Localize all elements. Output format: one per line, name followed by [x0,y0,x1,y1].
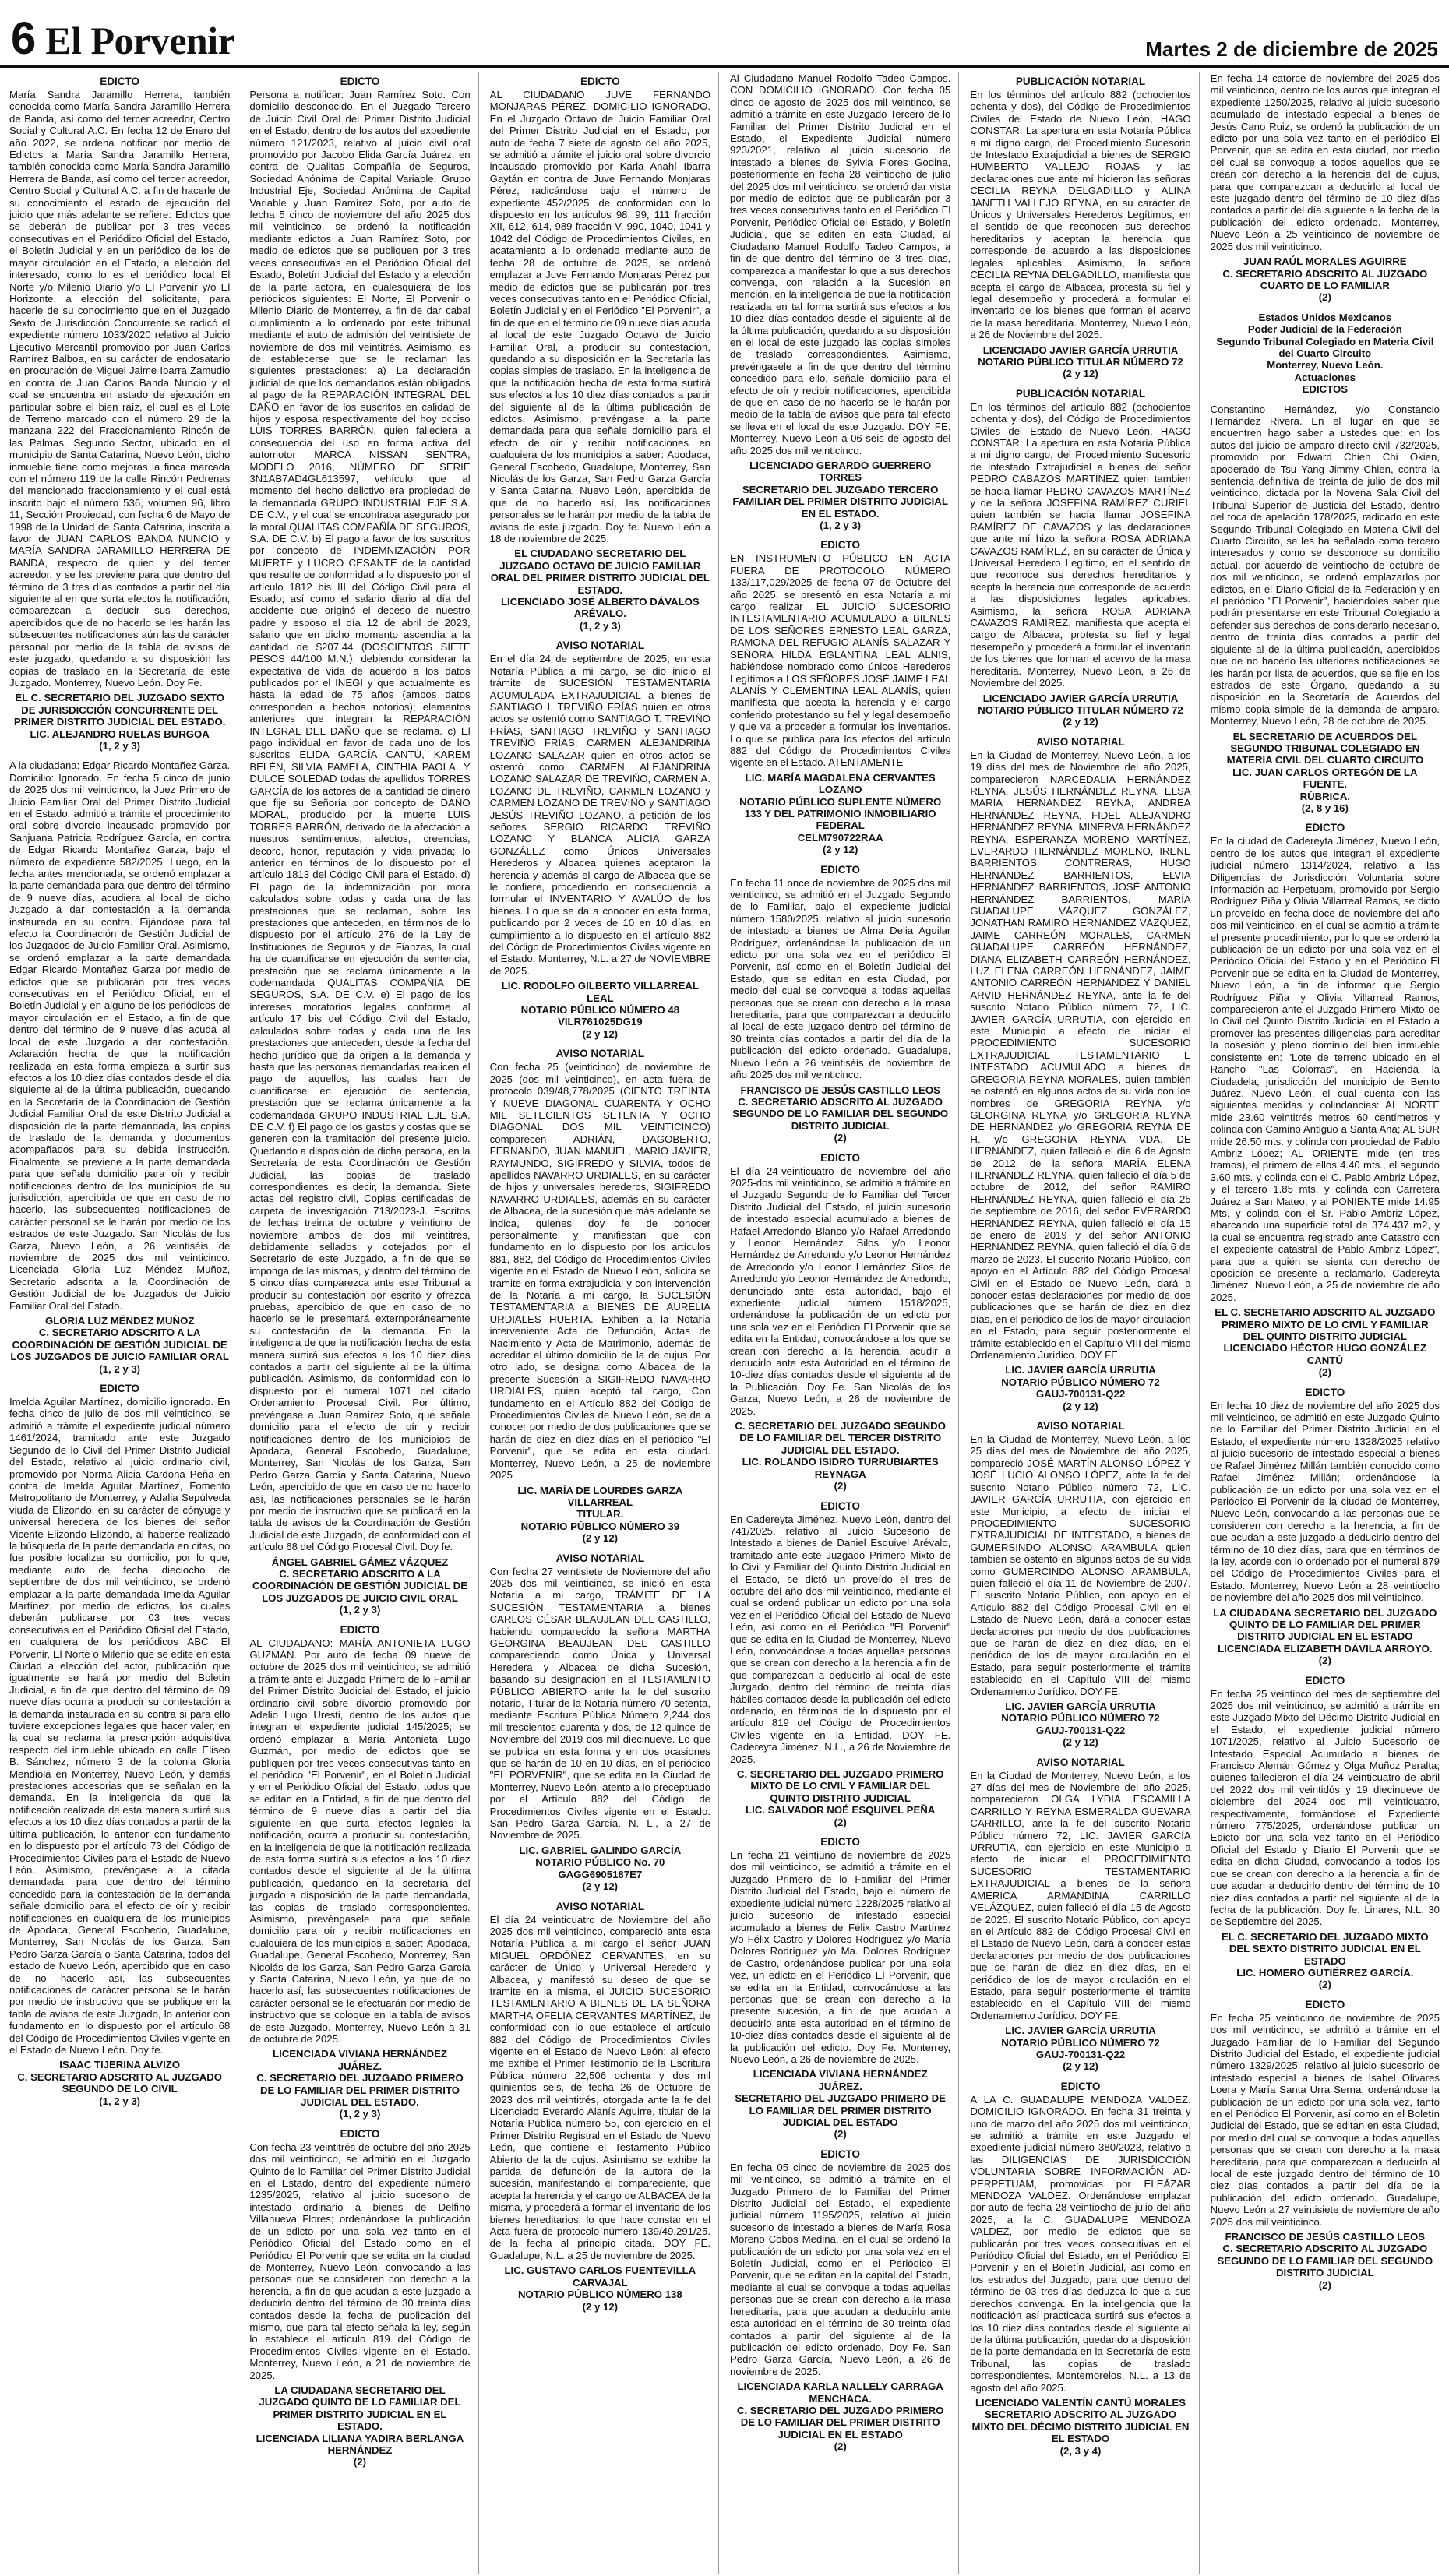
notice-title: EDICTO [820,1151,861,1164]
legal-notice [249,1624,470,2120]
notice-signature: EL SECRETARIO DE ACUERDOS DEL SEGUNDO TRIBUNAL COLEGIADO EN MATERIA CIVIL DEL CUARTO CIRCUITO LIC. JUAN CARLOS ORTEGÓN DE LA FUENTE. RÚBRICA. (2, 8 y 16) [1226,730,1424,814]
column-6 [1211,72,1440,2574]
notice-signature: EL C. SECRETARIO DEL JUZGADO MIXTO DEL SEXTO DISTRITO JUDICIAL EN EL ESTADO LIC. HOMERO GUTIÉRREZ GARCÍA. (2) [1221,1930,1429,1991]
legal-notice [490,76,710,632]
notice-title: PUBLICACIÓN NOTARIAL [1015,387,1146,400]
notice-title: AVISO NOTARIAL [555,1552,645,1564]
notice-title: EDICTO [820,539,861,551]
notice-body: En fecha 11 once de noviembre de 2025 dos mil veinticinco, se admitió en el Juzgado Segundo de lo Familiar, bajo el expediente judicial número 1580/2025, relativo al juicio sucesorio de intestado a bienes de Alma Delia Aguilar Rodríguez, ordenándose la publicación de un edicto por una sola vez en el periódico El Porvenir, así como en el Boletín Judicial del Estado, que se editan en esta Ciudad, por medio del cual se convoque a todas aquellas personas que se crean con derecho a la masa hereditaria, para que comparezcan a deducirlo al local de este juzgado dentro del término de 30 treinta días contados a partir del día de la publicación del edicto ordenado. Guadalupe, Nuevo León a 26 veintiséis de noviembre de año 2025 dos mil veinticinco. [730,876,951,1081]
notice-title: AVISO NOTARIAL [555,640,645,652]
legal-notice [730,539,950,855]
notice-body: El día 24-veinticuatro de noviembre del año 2025-dos mil veinticinco, se admitió a trámite en el Juzgado Segundo de lo Familiar del Tercer Distrito Judicial del Estado, el juicio sucesorio de intestado especial acumulado a bienes de Rafael Arredondo Blanco y/o Rafael Arredondo y Leonor Hernández Silos y/o Leonor Hernández de Arredondo y/o Leonor Hernández de Arredondo y/o Leonor Hernández Silos de Arredondo y/o Leonor Hernández de Arredondo, denunciado ante esta autoridad, bajo el expediente judicial número 1518/2025, ordenándose la publicación de un edicto por una sola vez en el Periódico El Porvenir, que se edita en la Entidad, convocándose a los que se crean con derecho a la herencia, acudir a deducirlo ante esta Autoridad en el término de 10-diez días contados desde el siguiente al de la Publicación. Doy Fe. San Nicolás de los Garza, Nuevo León, a 26 de noviembre de 2025. [730,1165,951,1417]
notice-body: En fecha 05 cinco de noviembre de 2025 dos mil veinticinco, se admitió a trámite en el Juzgado Primero de lo Familiar del Primer Distrito Judicial del Estado, el expediente judicial número 1195/2025, relativo al juicio sucesorio de intestado a bienes de María Rosa Moreno Cobos Medina, en el cual se ordenó la publicación de un edicto por una sola vez en el Boletín Judicial, como en el Periódico El Porvenir, que se editan en la capital del Estado, mediante el cual se convoque a todas aquellas personas que se crean con derecho a la masa hereditaria, para que acudan a deducirlo ante esta autoridad en el término de 30 treinta días contados a partir del siguiente al de la publicación del edicto ordenado. Doy Fe. San Pedro Garza García, Nuevo León, a 26 de noviembre de 2025. [730,2161,951,2377]
notice-body: Imelda Aguilar Martínez, domicilio ignorado. En fecha cinco de julio de dos mil veinticinco, se admitió a trámite el expediente judicial número 1461/2024, tramitado ante este Juzgado Segundo de lo Civil del Primer Distrito Judicial del Estado, relativo al juicio ordinario civil, promovido por Norma Alicia Cardona Peña en contra de Imelda Aguilar Martínez, Fomento Metropolitano de Monterrey, y Adalia Sepúlveda viuda de Elizondo, en su carácter de cónyuge y universal heredera de los bienes del señor Vicente Elizondo Elizondo, al haberse realizado la búsqueda de la parte demandada en citas, no fue posible localizar su domicilio, por lo que, mediante auto de fecha dieciocho de septiembre de dos mil veinticinco, se ordenó emplazar a la parte demandada Imelda Aguilar Martínez, por medio de edictos, los cuales deberán publicarse por 03 tres veces consecutivas en el Periódico Oficial del Estado, en cualquiera de los periódicos ABC, El Porvenir, El Norte o Milenio que se edite en esta Ciudad a elección del actor, publicación que igualmente se hará por medio del Boletín Judicial, a fin de que dentro del término de 09 nueve días ocurra a producir su contestación a la demanda instaurada en su contra si para ello tuviere excepciones legales que hacer valer, en la cual se reclama la prescripción adquisitiva respecto del inmueble ubicado en calle Eliseo B. Sánchez, número 3 de la colonia Gloria Mendiola en Monterrey, Nuevo León, y demás prestaciones accesorias que se señalan en la demanda. En la inteligencia de que la notificación realizada de esta manera surtirá sus efectos a los 10 diez días contados a partir de la última publicación, lo anterior con fundamento en lo dispuesto por el artículo 73 del Código de Procedimientos Civiles para el Estado de Nuevo León. Asimismo, prevéngase a la citada demandada, para que dentro del término concedido para la contestación de la demanda señale domicilio para el efecto de oír y recibir notificaciones en cualquiera de los municipios de Apodaca, General Escobedo, Guadalupe, Monterrey, San Nicolás de los Garza, San Pedro Garza García o Santa Catarina, todos del estado de Nuevo León, apercibido que en caso de no hacerlo así, las subsecuentes notificaciones de carácter personal se le harán por medio de instructivo que se publique en la tabla de avisos de este Juzgado, lo anterior con fundamento en lo dispuesto por el artículo 68 del Código de Procedimientos Civiles vigente en el Estado de Nuevo León. Doy fe. [9,1396,231,2056]
legal-notice [730,1500,950,1829]
legal-notice [730,2148,950,2453]
notice-signature: ISAAC TIJERINA ALVIZO C. SECRETARIO ADSCRITO AL JUZGADO SEGUNDO DE LO CIVIL (1, 2 y 3) [17,2059,223,2107]
notice-signature: LICENCIADO VALENTÍN CANTÚ MORALES SECRETARIO ADSCRITO AL JUZGADO MIXTO DEL DÉCIMO DISTRITO JUDICIAL EN EL ESTADO (2, 3 y 4) [971,2396,1190,2457]
legal-notice [970,2081,1190,2457]
column-1 [9,72,238,2574]
legal-notice [1211,1675,1440,1991]
notice-signature: LIC. JAVIER GARCÍA URRUTIA NOTARIO PÚBLICO NÚMERO 72 GAUJ-700131-Q22 (2 y 12) [1001,2025,1160,2073]
newspaper-name: El Porvenir [45,19,235,62]
legal-notice [970,388,1190,728]
notice-signature: C. SECRETARIO DEL JUZGADO PRIMERO MIXTO DE LO CIVIL Y FAMILIAR DEL QUINTO DISTRITO JUDICIAL LIC. SALVADOR NOÉ ESQUIVEL PEÑA (2) [736,1768,944,1828]
notice-title: EDICTO [100,76,140,87]
notice-body: A LA C. GUADALUPE MENDOZA VALDEZ. DOMICILIO IGNORADO. En fecha 31 treinta y uno de marzo del año 2025 dos mil veinticinco, se admitió a trámite en este Juzgado el expediente judicial número 380/2023, relativo a las DILIGENCIAS DE JURISDICCIÓN VOLUNTARIA SOBRE INFORMACIÓN AD-PERPETUAM, promovidas por ELEÁZAR MENDOZA VALDEZ. Ordenándose emplazar por auto de fecha 28 veintiocho de julio del año 2025, a la C. GUADALUPE MENDOZA VALDEZ, por medio de edictos que se publicarán por tres veces consecutivas en el Periódico Oficial del Estado, en el Periódico El Porvenir y en el Boletín Judicial, así como en los estrados del Juzgado, para que dentro del término de 03 tres días deduzca lo que a sus derechos convenga. En la inteligencia que la notificación así practicada surtirá sus efectos a los 10 diez días contados desde el siguiente al de la última publicación, quedando a disposición de la parte demandada en la Secretaría de este Tribunal, las copias de traslado correspondientes. Montemorelos, N.L. a 13 de agosto del año 2025. [970,2093,1191,2394]
brand [11,13,235,64]
notice-signature: LIC. JAVIER GARCÍA URRUTIA NOTARIO PÚBLICO NÚMERO 72 GAUJ-700131-Q22 (2 y 12) [1001,1364,1160,1412]
legal-notice [1211,312,1440,396]
notice-title: PUBLICACIÓN NOTARIAL [1015,76,1146,87]
notice-body: Con fecha 27 veintisiete de Noviembre del año 2025 dos mil veinticinco, se inició en esta Notaría a mi cargo, TRÁMITE DE LA SUCESIÓN TESTAMENTARIA a bienes CARLOS CÉSAR BEAUJEAN DEL CASTILLO, habiendo comparecido la señora MARTHA GEORGINA BEAUJEAN DEL CASTILLO compareciendo como Única y Universal Heredera y Albacea de dicha Sucesión, basando su designación en el TESTAMENTO PÚBLICO ABIERTO ante la fe del suscrito notario, Titular de la Notaría número 70 setenta, mediante Escritura Pública Número 2,244 dos mil trescientos cuarenta y dos, de 12 quince de Noviembre del 2019 dos mil diecinueve. Lo que se publica en esta forma y en dos ocasiones que se harán de 10 en 10 días, en el periódico "EL PORVENIR", que se edita en la Ciudad de Monterrey, Nuevo León, atento a lo preceptuado por el Artículo 882 del Código de Procedimientos Civiles vigente en el Estado. San Pedro Garza García, N. L., a 27 de Noviembre de 2025. [489,1565,710,1841]
notice-title: EDICTO [100,1383,140,1395]
notice-title: EDICTO [340,1623,380,1636]
notice-signature: LICENCIADA VIVIANA HERNÁNDEZ JUÁREZ. SECRETARIO DEL JUZGADO PRIMERO DE LO FAMILIAR DEL PRIMER DISTRITO JUDICIAL DEL ESTADO (2) [735,2068,946,2141]
notice-title: EDICTO [1060,2080,1101,2092]
legal-notice [1211,72,1440,304]
notice-body: Con fecha 25 (veinticinco) de noviembre de 2025 (dos mil veinticinco), en acta fuera de protocolo 039/48,778/2025 (CIENTO TREINTA Y NUEVE DIAGONAL CUARENTA Y OCHO MIL SETECIENTOS SETENTA Y OCHO DIAGONAL DOS MIL VEINTICINCO) comparecen ADRIÁN, DAGOBERTO, FERNANDO, JUAN MANUEL, MARIO JAVIER, RAYMUNDO, SIGIFREDO y SILVIA, todos de apellidos NAVARRO URDIALES, en su carácter de hijos y universales herederos, SIGIFREDO NAVARRO URDIALES, además en su carácter de Albacea, de la sucesión que más adelante se indica, quienes doy fe de conocer personalmente y manifiestan que con fundamento en lo dispuesto por los artículos 881, 882, del Código de Procedimientos Civiles vigente en el Estado de Nuevo León, solicita se tramite en forma extrajudicial y con intervención de la Notaría a mi cargo, la SUCESIÓN TESTAMENTARIA a BIENES DE AURELIA URDIALES HUERTA. Exhiben a la Notaría interveniente Acta de Defunción, Actas de Nacimiento y Acta de Matrimonio, además de acreditar el último domicilio de la de cujus. Por otro lado, se designa como Albacea de la presente Sucesión a SIGIFREDO NAVARRO URDIALES, quien aceptó tal cargo, Con fundamento en el Artículo 882 del Código de Procedimientos Civiles de Nuevo León, se da a conocer por medio de dos publicaciones que se harán de diez en diez días en el periódico "El Porvenir", que se edita en esta ciudad. Monterrey, Nuevo León, a 25 de noviembre 2025 [489,1061,710,1482]
notice-title: EDICTO [820,863,861,876]
notice-signature: Estados Unidos Mexicanos Poder Judicial de la Federación Segundo Tribunal Colegiado en Materia Civil del Cuarto Circuito Monterrey, Nuevo León. Actuaciones EDICTOS [1216,311,1434,396]
notice-title: EDICTO [820,1836,861,1848]
legal-notice [730,72,950,531]
notice-signature: LA CIUDADANA SECRETARIO DEL JUZGADO QUINTO DE LO FAMILIAR DEL PRIMER DISTRITO JUDICIAL EN EL ESTADO LICENCIADA ELIZABETH DÁVILA ARROYO. (2) [1213,1606,1437,1667]
legal-notice [9,76,230,752]
issue-date: Martes 2 de diciembre de 2025 [1145,37,1438,61]
notice-title: EDICTO [1305,1386,1345,1398]
notice-signature: C. SECRETARIO DEL JUZGADO SEGUNDO DE LO FAMILIAR DEL TERCER DISTRITO JUDICIAL DEL ESTADO. LIC. ROLANDO ISIDRO TURRUBIARTES REYNAGA (2) [735,1420,946,1492]
legal-notice [249,2128,470,2469]
notice-body: En la Ciudad de Monterrey, Nuevo León, a los 27 días del mes de Noviembre del año 2025, comparecieron OLGA LYDIA ESCAMILLA CARRILLO Y REYNA ESMERALDA GUEVARA CARRILLO, ante la fe del suscrito Notario Público número 72, LIC. JAVIER GARCÍA URRUTIA, con ejercicio en este Municipio a efecto de iniciar el PROCEDIMIENTO SUCESORIO TESTAMENTARIO EXTRAJUDICIAL a bienes de la señora AMÉRICA ARMANDINA CARRILLO VELÁZQUEZ, quien falleció el día 15 de Agosto de 2025. El suscrito Notario Público, con apoyo en el Artículo 882 del Código Procesal Civil en el Estado de Nuevo León, dará a conocer estas declaraciones por medio de dos publicaciones que se harán de diez en diez días, en el periódico de los de mayor circulación en el Estado, para seguir posteriormente el trámite establecido en el Capítulo VIII del mismo Ordenamiento Jurídico. DOY FE. [970,1769,1191,2021]
legal-notice [970,76,1190,380]
notice-body: En fecha 14 catorce de noviembre del 2025 dos mil veinticinco, dentro de los autos que integran el expediente 1250/2025, relativo al juicio sucesorio acumulado de intestado especial a bienes de Jesús Cano Ruiz, se ordenó la publicación de un edicto por una sola vez tanto en el periódico El Porvenir, que se edita en esta ciudad, por medio del cual se convoque a todos aquellos que se crean con derecho a la herencia del de cujus, para que comparezcan a deducirlo al local de este juzgado dentro del término de 10 diez días contados a partir del día siguiente a la fecha de la publicación del edicto ordenado. Monterrey, Nuevo León a 25 veinticinco de noviembre de 2025 dos mil veinticinco. [1210,72,1440,252]
notice-body: En Cadereyta Jiménez, Nuevo León, dentro del 741/2025, relativo al Juicio Sucesorio de Intestado a bienes de Daniel Esquivel Arévalo, tramitado ante este Juzgado Primero Mixto de lo Civil y Familiar del Quinto Distrito Judicial en el Estado, se dictó un proveído el tres de octubre del año dos mil veinticinco, mediante el cual se ordenó publicar un edicto por una sola vez en el Periódico Oficial del Estado de Nuevo León, así como en el Periódico "El Porvenir" que se edita en la Ciudad de Monterrey, Nuevo León, convocándose a todas aquellas personas que se crean con derecho a la herencia a fin de que comparezcan a deducirlo al local de este Juzgado, dentro del término de treinta días hábiles contados desde la publicación del edicto ordenado, en términos de lo dispuesto por el artículo 819 del Código de Procedimientos Civiles vigente en la Entidad. DOY FE. Cadereyta Jiménez, N.L., a 26 de Noviembre de 2025. [730,1513,951,1765]
notice-body: En los términos del artículo 882 (ochocientos ochenta y dos), del Código de Procedimientos Civiles del Estado de Nuevo León, HAGO CONSTAR: La apertura en esta Notaría Pública a mi digno cargo, del Procedimiento Sucesorio de Intestado Extrajudicial a bienes de SERGIO HUMBERTO VALLEJO ROJAS y las declaraciones que ante mí hicieron las señoras CECILIA REYNA DELGADILLO y ALINA JANETH VALLEJO REYNA, en su carácter de Únicos y Universales Herederos Legítimos, en el sentido de que reconocen sus derechos hereditarios y aceptan la herencia que corresponde de acuerdo a las disposiciones legales aplicables. Asimismo, la señora CECILIA REYNA DELGADILLO, manifiesta que acepta el cargo de Albacea, protesta su fiel y legal desempeño y procederá a formular el inventario de los bienes que forman el acervo de la masa hereditaria. Monterrey, Nuevo León, a 26 de Noviembre del 2025. [970,89,1191,341]
notice-title: EDICTO [340,2127,380,2140]
legal-notice [970,1420,1190,1749]
notice-body: A la ciudadana: Edgar Ricardo Montañez Garza. Domicilio: Ignorado. En fecha 5 cinco de junio de 2025 dos mil veinticinco, la Juez Primero de Juicio Familiar Oral del Primer Distrito Judicial en el Estado, admitió a trámite el procedimiento oral sobre divorcio incausado promovido por Sanjuana Patricia Rodríguez García, en contra de Edgar Ricardo Montañez Garza, bajo el número de expediente 582/2025. Luego, en la fecha antes mencionada, se ordenó emplazar a la parte demandada para que dentro del término de 9 nueve días, acudiera al local de dicho Juzgado a dar contestación a la demanda instaurada en su contra. Fijándose para tal efecto la Coordinación de Gestión Judicial de los Juzgados de Juicio Familiar Oral. Asimismo, se ordenó emplazar a la parte demandada Edgar Ricardo Montañez Garza por medio de edictos que se publicarán por tres veces consecutivas en el Periódico Oficial, en el Boletín Judicial y en alguno de los periódicos de mayor circulación en el Estado, a fin de que dentro del término de 9 nueve días acuda al local de este Juzgado a dar contestación. Aclaración hecha de que la notificación realizada en esta forma empieza a surtir sus efectos a los 10 diez días contados desde el día siguiente al de la última publicación, quedando en la Secretaría de la Coordinación de Gestión Judicial Familiar Oral de este Distrito Judicial a disposición de la parte demandada, las copias de traslado de la demanda y documentos acompañados para su debida instrucción. Finalmente, se previene a la parte demandada para que señale domicilio para oír y recibir notificaciones dentro de los municipios de su jurisdicción, apercibida de que en caso de no hacerlo, las subsecuentes notificaciones de carácter personal se le harán por medio de los estrados de este Juzgado. San Nicolás de los Garza, Nuevo León, a 26 veintiséis de noviembre de 2025 dos mil veinticinco. Licenciada Gloria Luz Méndez Muñoz, Secretario adscrita a la Coordinación de Gestión Judicial de los Juzgados de Juicio Familiar Oral del Estado. [9,759,231,1312]
notice-title: EDICTO [820,2148,861,2160]
classified-notices [0,68,1449,2574]
notice-body: Al Ciudadano Manuel Rodolfo Tadeo Campos. CON DOMICILIO IGNORADO. Con fecha 05 cinco de agosto de 2025 dos mil veintinco, se admitió a trámite en este Juzgado Tercero de lo Familiar del Primer Distrito Judicial en el Estado, el Expediente Judicial número 923/2021, relativo al juicio sucesorio de intestado a bienes de Sylvia Flores Godina, posteriormente en fecha 28 veintiocho de julio del 2025 dos mil veinticinco, se ordenó dar vista por medio de edictos que se publicarán por 3 tres veces consecutivas tanto en el Periódico El Porvenir, Periódico Oficial del Estado, y Boletín Judicial, que se editen en esta Ciudad, al Ciudadano Manuel Rodolfo Tadeo Campos, a fin de que dentro del término de 3 tres días, comparezca a manifestar lo que a sus derechos convenga, con relación a la Sucesión en mención, en la inteligencia de que la notificación realizada en tal forma surtirá sus efectos a los 10 diez días contados desde el siguiente al de la última publicación, quedando a su disposición en el local de este juzgado las copias simples de traslado correspondientes. Asimismo, prevéngasele a fin de que dentro del término concedido para ello, señale domicilio para el efecto de oír y recibir notificaciones, apercibida de que en caso de no hacerlo se le harán por medio de la tabla de avisos que para tal efecto se lleva en el local de este Juzgado. DOY FE. Monterrey, Nuevo León a 06 seis de agosto del año 2025 dos mil veinticinco. [730,72,951,456]
notice-signature: EL CIUDADANO SECRETARIO DEL JUZGADO OCTAVO DE JUICIO FAMILIAR ORAL DEL PRIMER DISTRITO JUDICIAL DEL ESTADO. LICENCIADO JOSÉ ALBERTO DÁVALOS ARÉVALO. (1, 2 y 3) [490,548,710,632]
legal-notice [1211,403,1440,815]
legal-notice [249,76,470,1616]
notice-body: En el día 24 de septiembre de 2025, en esta Notaría Pública a mi cargo, se dio inicio al trámite de SUCESIÓN TESTAMENTARIA ACUMULADA EXTRAJUDICIAL a bienes de SANTIAGO I. TREVIÑO FRÍAS quien en otros actos se ostentó como SANTIAGO T. TREVIÑO FRÍAS, SANTIAGO TREVIÑO y SANTIAGO TREVIÑO FRÍAS; CARMEN ALEJANDRINA LOZANO SALAZAR quien en otros actos se ostentó como CARMEN ALEJANDRINA LOZANO SALAZAR DE TREVIÑO, CARMEN A. LOZANO DE TREVIÑO, CARMEN LOZANO y CARMEN LOZANO DE TREVIÑO y SANTIAGO JESÚS TREVIÑO LOZANO, a petición de los señores SERGIO RICARDO TREVIÑO LOZANO Y BLANCA ALICIA GARZA GONZÁLEZ como Únicos Universales Herederos y Albacea quienes aceptaron la herencia y además el cargo de Albacea que se le confiere, procediendo en consecuencia a formular el INVENTARIO Y AVALÚO de los bienes. Lo que se da a conocer en esta forma, publicando por 2 veces de 10 en 10 días, en cumplimiento a lo dispuesto en el artículo 882 del Código de Procedimientos Civiles vigente en el Estado. Monterrey, N.L. a 27 de NOVIEMBRE de 2025. [489,653,710,977]
masthead [0,0,1449,68]
legal-notice [9,759,230,1375]
notice-signature: GLORIA LUZ MÉNDEZ MUÑOZ C. SECRETARIO ADSCRITO A LA COORDINACIÓN DE GESTIÓN JUDICIAL DE LOS JUZGADOS DE JUICIO FAMILIAR ORAL (1, 2 y 3) [10,1315,229,1375]
notice-title: EDICTO [820,1499,861,1512]
legal-notice [1211,1387,1440,1667]
legal-notice [970,1757,1190,2073]
notice-body: María Sandra Jaramillo Herrera, también conocida como María Sandra Jaramillo Herrera de Banda, así como del tercer acreedor, Centro Social y Cultural A.C. En fecha 12 de Enero del año 2022, se ordena notificar por medio de Edictos a María Sandra Jaramillo Herrera, también conocida como María Sandra Jaramillo Herrera de Banda, así como del tercer acreedor, Centro Social y Cultural A.C. a fin de hacerle de su conocimiento el estado de ejecución del juicio que más adelante se refiere: Edictos que se deberán de publicar por 3 tres veces consecutivas en el Periódico Oficial del Estado, el Boletín Judicial y en un periódico de los de mayor circulación en el Estado, a elección del interesado, como lo es el periódico local El Norte y/o Milenio Diario y/o El Porvenir y/o El Horizonte, a elección del solicitante, para hacerle de su conocimiento que en el Juzgado Sexto de Jurisdicción Concurrente se radicó el expediente número 1033/2020 relativo al Juicio Ejecutivo Mercantil promovido por Juan Carlos Ramírez Balboa, en su carácter de endosatario en procuración de Miguel Jaime Ibarra Zamudio en contra de Juan Carlos Banda Nuncio y el cual se encuentra en estado de ejecución en particular sobre el bien raíz, el cual es el Lote de Terreno marcado con el número 29 de la manzana 222 del Fraccionamiento Rincón de las Palmas, Segundo Sector, ubicado en el municipio de Santa Catarina, Nuevo León, dicho inmueble tiene como mejoras la finca marcada con el número 119 de la calle Rincón Pedrenas del mencionado fraccionamiento y el cual está inscrito bajo el número 536, volumen 96, libro 11, Sección Propiedad, con fecha 6 de Mayo de 1998 de la Unidad de Santa Catarina, inscrita a favor de JUAN CARLOS BANDA NUNCIO y MARÍA SANDRA JARAMILLO HERRERA DE BANDA, respecto de quien y del tercer acreedor, y se les previene para que dentro del término de 3 tres días contados a partir del día siguiente al en que surta efectos la notificación, comparezcan a deducir sus derechos, apercibidos que de no hacerlo se les harán las subsecuentes notificaciones aún las de carácter personal por medio de la tabla de avisos de este juzgado, quedando a su disposición las copias de traslado en la Secretaría de este Juzgado. Monterrey, Nuevo León. Doy Fe. [9,89,231,689]
page-number: 6 [11,13,37,64]
notice-title: EDICTO [580,76,620,87]
notice-body: EN INSTRUMENTO PÚBLICO EN ACTA FUERA DE PROTOCOLO NÚMERO 133/117,029/2025 de fecha 07 de Octubre del año 2025, se presentó en esta Notaría a mi cargo realizar EL JUICIO SUCESORIO INTESTAMENTARIO ACUMULADO a BIENES DE LOS SEÑORES ERNESTO LEAL GARZA, RAMONA DEL REFUGIO ALANÍS SALAZAR Y SEÑORA HILDA EGLANTINA LEAL ALNIS, habiéndose nombrado como únicos Herederos Legítimos a LOS SEÑORES JOSÉ JAIME LEAL ALANÍS Y CLEMENTINA LEAL ALANÍS, quien manifiesta que acepta la herencia y el cargo conferido protestando su fiel y legal desempeño y que va a proceder a formular los inventarios. Lo que se publica para los efectos del artículo 882 del Código de Procedimientos Civiles vigente en el Estado. ATENTAMENTE [730,552,951,769]
notice-body: En fecha 10 diez de noviembre del año 2025 dos mil veinticinco, se admitió en este Juzgado Quinto de lo Familiar del Primer Distrito Judicial en el Estado, el expediente número 1328/2025 relativo al juicio sucesorio de intestado especial a bienes de Rafael Jiménez Millán también conocido como Rafael Jiménez Millán; ordenándose la publicación de un edicto por una sola vez en el Periódico El Porvenir de la ciudad de Monterrey, Nuevo León, convocando a las personas que se consideren con derecho a la herencia, a fin de que acudan a este juzgado a deducirlo dentro del término de 10 diez días, para que en términos de la ley, acorde con lo ordenado por el numeral 879 del Código de Procedimientos Civiles para el Estado. Monterrey, Nuevo León a 28 veintiocho de noviembre del año 2025 dos mil veinticinco. [1210,1399,1440,1604]
notice-signature: LIC. GUSTAVO CARLOS FUENTEVILLA CARVAJAL NOTARIO PÚBLICO NÚMERO 138 (2 y 12) [504,2264,696,2313]
notice-signature: LICENCIADA KARLA NALLELY CARRAGA MENCHACA. C. SECRETARIO DEL JUZGADO PRIMERO DE LO FAMILIAR DEL PRIMER DISTRITO JUDICIAL EN EL ESTADO (2) [736,2380,944,2453]
notice-signature: LA CIUDADANA SECRETARIO DEL JUZGADO QUINTO DE LO FAMILIAR DEL PRIMER DISTRITO JUDICIAL EN EL ESTADO. LICENCIADA LILIANA YADIRA BERLANGA HERNÁNDEZ (2) [256,2384,464,2469]
legal-notice [1211,822,1440,1378]
notice-body: En la Ciudad de Monterrey, Nuevo León, a los 19 días del mes de Noviembre del año 2025, comparecieron NARCEDALIA HERNÁNDEZ REYNA, JESÚS HERNÁNDEZ REYNA, ELSA MARÍA HERNÁNDEZ REYNA, ANDREA HERNÁNDEZ REYNA, FIDEL ALEJANDRO HERNÁNDEZ REYNA, MINERVA HERNÁNDEZ REYNA, ESPERANZA MORENO MARTÍNEZ, EVERARDO HERNÁNDEZ MORENO, IRENE BARRIENTOS CONTRERAS, HUGO HERNÁNDEZ BARRIENTOS, ELVIA HERNÁNDEZ BARRIENTOS, JOSÉ ANTONIO HERNÁNDEZ BARRIENTOS, MARÍA GUADALUPE VÁZQUEZ GONZÁLEZ, JONATHAN RAMIRO HERNÁNDEZ VÁZQUEZ, JAIME CARREÓN MORALES, CARMEN GUADALUPE CARREÓN HERNÁNDEZ, DIANA ELIZABETH CARREÓN HERNÁNDEZ, LUZ ELENA CARREÓN HERNÁNDEZ, JAIME ANTONIO CARREÓN HERNÁNDEZ Y DANIEL ARVID HERNÁNDEZ REYNA, ante la fe del suscrito Notario Público número 72, LIC. JAVIER GARCÍA URRUTIA, con ejercicio en este Municipio a efecto de iniciar el PROCEDIMIENTO SUCESORIO EXTRAJUDICIAL TESTAMENTARIO E INTESTADO ACUMULADO a bienes de GREGORIA REYNA MORALES, quien también se ostentó en algunos actos de su vida con los nombres de GREGORIA REYNA y/o GEORGINA REYNA y/o GREGORIA REYNA DE HERNÁNDEZ y/o GREGORIA REYNA DE H. y/o GREGORIA REYNA VDA. DE HERNÁNDEZ, quien falleció el día 6 de Agosto de 2012, de la señora MARÍA ELENA HERNÁNDEZ REYNA, quien falleció el día 5 de octubre de 2012, del señor RAMIRO HERNÁNDEZ REYNA, quien falleció el día 25 de septiembre de 2016, del señor EVERARDO HERNÁNDEZ REYNA, quien falleció el día 15 de enero de 2019 y del señor ANTONIO HERNÁNDEZ REYNA, quien falleció el día 6 de marzo de 2023. El suscrito Notario Público, con apoyo en el Artículo 882 del Código Procesal Civil en el Estado de Nuevo León, dará a conocer estas declaraciones por medio de dos publicaciones que se harán de diez en diez días, en el periódico de los de mayor circulación en el Estado, para seguir posteriormente el trámite establecido en el Capítulo VIII del mismo Ordenamiento Jurídico. DOY FE. [970,749,1191,1362]
notice-signature: LICENCIADO JAVIER GARCÍA URRUTIA NOTARIO PÚBLICO TITULAR NÚMERO 72 (2 y 12) [978,692,1183,728]
notice-signature: FRANCISCO DE JESÚS CASTILLO LEOS C. SECRETARIO ADSCRITO AL JUZGADO SEGUNDO DE LO FAMILIAR DEL SEGUNDO DISTRITO JUDICIAL (2) [732,1084,949,1144]
notice-title: EDICTO [1305,822,1345,834]
notice-signature: LIC. MARÍA DE LOURDES GARZA VILLARREAL TITULAR. NOTARIO PÚBLICO NÚMERO 39 (2 y 12) [517,1484,683,1545]
notice-signature: ÁNGEL GABRIEL GÁMEZ VÁZQUEZ C. SECRETARIO ADSCRITO A LA COORDINACIÓN DE GESTIÓN JUDICIAL DE LOS JUZGADOS DE JUICIO CIVIL ORAL (1, 2 y 3) [252,1556,467,1616]
notice-title: AVISO NOTARIAL [1036,1756,1125,1768]
notice-body: Persona a notificar: Juan Ramírez Soto. Con domicilio desconocido. En el Juzgado Tercero de Juicio Civil Oral del Primer Distrito Judicial en el Estado, dentro de los autos del expediente número 121/2023, relativo al juicio civil oral promovido por Jacobo Elida García Juárez, en contra de Qualitas Compañía de Seguros, Sociedad Anónima de Capital Variable, Grupo Industrial Eje, Sociedad Anónima de Capital Variable y Juan Ramírez Soto, por auto de fecha 5 cinco de noviembre del año 2025 dos mil veinticinco, se ordenó la notificación mediante edictos a Juan Ramírez Soto, por medio de edictos que se publiquen por 3 tres veces consecutivas en el Periódico Oficial del Estado, Boletín Judicial del Estado y a elección de la parte actora, en cualesquiera de los periódicos siguientes: El Norte, El Porvenir o Milenio Diario de Monterrey, a fin de dar cabal cumplimiento a lo ordenado por este tribunal mediante el auto de admisión del veintisiete de noviembre de dos mil veintitrés. Asimismo, es de establecerse que se le reclaman las siguientes prestaciones: a) La declaración judicial de que los demandados están obligados al pago de la REPARACIÓN INTEGRAL DEL DAÑO en favor de los suscritos en calidad de hijos y esposa respectivamente del hoy occiso LUIS TORRES BARRÓN, quien falleciera a consecuencia del uso en forma activa del automotor MARCA NISSAN SENTRA, MODELO 2016, NÚMERO DE SERIE 3N1AB7AD4GL613597, vehículo que al momento del hecho delictivo era propiedad de la demandada GRUPO INDUSTRIAL EJE S.A. DE C.V., y el cual se encontraba asegurado por la moral QUALITAS COMPAÑÍA DE SEGUROS, S.A. DE C.V. b) El pago a favor de los suscritos por concepto de INDEMNIZACIÓN POR MUERTE y LUCRO CESANTE de la cantidad que resulte de conformidad a lo dispuesto por el artículo 1812 bis III del Código Civil para el Estado; así como el salario diario al día del accidente que originó el deceso de nuestro padre y esposo el día 12 de abril de 2023, salario que en dicho momento ascendía a la cantidad de $207.44 (DOSCIENTOS SIETE PESOS 44/100 M.N.); debiendo considerar la expectativa de vida de acuerdo a los datos publicados por el INEGI y que actualmente es hasta la edad de 75 años (ambos datos corresponden a hechos notorios); elementos anteriores que integran la REPARACIÓN INTEGRAL DEL DAÑO que se reclama. c) El pago individual en favor de cada uno de los suscritos ELIDA GARCÍA CANTÚ, KAREM BELÉN, SILVIA PAMELA, CINTHIA PAOLA, Y DULCE SOLEDAD todas de apellidos TORRES GARCÍA de los actores de la cantidad de dinero que fije su Señoría por concepto de DAÑO MORAL, producido por la muerte LUIS TORRES BARRÓN, derivado de la afectación a nuestros sentimientos, afectos, creencias, decoro, honor, reputación y vida privada; lo anterior en términos de lo dispuesto por el artículo 1813 del Código Civil para el Estado. d) El pago de la indemnización por mora calculados sobre todas y cada una de las prestaciones que se reclaman, sobre las prestaciones que anteceden, en términos de lo dispuesto por el artículo 276 de la Ley de Instituciones de Seguros y de Fianzas, la cual ha de cuantificarse en ejecución de sentencia, prestación que se reclama únicamente a la codemandada QUALITAS COMPAÑÍA DE SEGUROS, S.A. DE C.V. e) El pago de los intereses moratorios legales conforme al artículo 17 bis del Código Civil del Estado, calculados sobre todas y cada una de las prestaciones que anteceden, desde la fecha del hecho jurídico que da origen a la demanda y hasta que las personas demandadas realicen el pago de aquellos, las cuales han de cuantificarse en ejecución de sentencia, prestación que se reclama únicamente a la codemandada GRUPO INDUSTRIAL EJE S.A. DE C.V. f) El pago de los gastos y costas que se generen con la tramitación del presente juicio. Quedando a disposición de dicha persona, en la Secretaría de esta Coordinación de Gestión Judicial, las copias de traslado correspondientes, es decir, la demanda. Siete actas del registro civil, Copias certificadas de carpeta de investigación 713/2023-J. Escritos de fechas treinta de octubre y veintiuno de noviembre ambos de dos mil veintitrés, debidamente sellados y cotejados por el Secretario de este Juzgado, a fin de que se imponga de las mismas, y dentro del término de 5 cinco días comparezca ante este Tribunal a producir su contestación por escrito y ofrezca pruebas, apercibido de que en caso de no hacerlo se le presentará externporáneamente su contestación de la demanda. En la inteligencia de que la notificación hecha de esta manera surtirá sus efectos a los 10 diez días contados a partir del siguiente al de la última publicación. Asimismo, de conformidad con lo dispuesto por el numeral 1071 del citado Ordenamiento Procesal Civil. Por último, prevéngase a Juan Ramírez Soto, que señale domicilio para el efecto de oír y recibir notificaciones dentro de los municipios de Apodaca, General Escobedo, Guadalupe, Monterrey, San Nicolás de los Garza, San Pedro Garza García y Santa Catarina, Nuevo León, apercibido de que en caso de no hacerlo así, las notificaciones personales se le harán por medio de instructivo que se publicará en la tabla de avisos de la Coordinación de Gestión Judicial de este Juzgado, de conformidad con el artículo 68 del Código Procesal Civil. Doy fe. [249,89,471,1553]
legal-notice [970,736,1190,1412]
legal-notice [730,1836,950,2141]
notice-body: En fecha 25 veinticinco de noviembre de 2025 dos mil veinticinco, se admitió a trámite en el Juzgado Familiar de lo Familiar del Segundo Distrito Judicial del Estado, el expediente judicial número 1329/2025, relativo al juicio sucesorio de intestado especial a bienes de Isabel Olivares Loera y María Santa Urra Serna, ordenándose la publicación de un edicto por una sola vez, tanto en el Periódico El Porvenir, así como en el Boletín Judicial del Estado, que se editan en esta Ciudad, por medio del cual se convoque a todas aquellas personas que se crean con derecho a la masa hereditaria, para que comparezcan a deducirlo al local de este juzgado dentro del término de 10 diez días contados a partir del día de la publicación del edicto ordenado. Guadalupe, Nuevo León a 27 veintisiete de noviembre de año 2025 dos mil veinticinco. [1210,2011,1440,2228]
legal-notice [9,1383,230,2107]
legal-notice [730,1152,950,1492]
notice-body: Constantino Hernández, y/o Constancio Hernández Rivera. En el lugar en que se encuentren hago saber a ustedes que: en los autos del juicio de amparo directo civil 732/2025, promovido por Edward Chien Chi Okien, apoderado de Tsu Yang Jimmy Chien, contra la sentencia definitiva de treinta de julio de dos mil veinticinco, dictada por la Novena Sala Civil del Tribunal Superior de Justicia del Estado, dentro del toca de apelación 178/2025, radicado en este Segundo Tribunal Colegiado en Materia Civil del Cuarto Circuito, se les ha señalado como tercero interesados y como se desconoce su domicilio actual, por acuerdo de veintiocho de octubre de dos mil veinticinco, se ordenó emplazarlos por edictos, en el Diario Oficial de la Federación y en el periódico "El Porvenir", haciéndoles saber que podrán presentarse en este Tribunal Colegiado a defender sus derechos de considerarlo necesario, dentro de treinta días contados a partir del siguiente al de la última publicación, apercibidos que de no hacerlo las ulteriores notificaciones se les harán por lista de acuerdos, que se fije en los estrados de este Órgano, quedando a su disposición en la Secretaría de Acuerdos del mismo copia simple de la demanda de amparo. Monterrey, Nuevo León, 28 de octubre de 2025. [1210,403,1440,728]
notice-signature: EL C. SECRETARIO ADSCRITO AL JUZGADO PRIMERO MIXTO DE LO CIVIL Y FAMILIAR DEL QUINTO DISTRITO JUDICIAL LICENCIADO HÉCTOR HUGO GONZÁLEZ CANTÚ (2) [1215,1306,1436,1379]
notice-body: AL CIUDADANO: MARÍA ANTONIETA LUGO GUZMÁN. Por auto de fecha 09 nueve de octubre de 2025 dos mil veinticinco, se admitió a trámite ante el Juzgado Primero de lo Familiar del Primer Distrito Judicial del Estado, el juicio ordinario civil sobre divorcio promovido por Adelio Lugo Uresti, dentro de los autos que integran el expediente judicial 145/2025; se ordenó emplazar a María Antonieta Lugo Guzmán, por medio de edictos que se publiquen por tres veces consecutivas tanto en el periódico "El Porvenir", en el Boletín Judicial y en el Periódico Oficial del Estado, todos que se editan en la Entidad, a fin de que dentro del término de 9 nueve días a partir del día siguiente en que surta efectos legales la notificación, ocurra a producir su contestación, en la inteligencia de que la notificación realizada de esta forma surtirá sus efectos a los 10 diez contados desde el siguiente al de la última publicación, quedando en la secretaría del juzgado a disposición de la parte demandada, las copias de traslado correspondientes. Asimismo, prevéngasele para que señale domicilio para oír y recibir notificaciones en cualquiera de los municipios a saber: Apodaca, Guadalupe, General Escobedo, Monterrey, San Nicolás de los Garza, San Pedro Garza García y Santa Catarina, Nuevo León, ya que de no hacerlo así, las subsecuentes notificaciones de carácter personal se le efectuarán por medio de instructivo que se coloque en la tabla de avisos de este Juzgado. Monterrey, Nuevo León a 31 de octubre de 2025. [249,1637,471,2045]
notice-signature: LIC. MARÍA MAGDALENA CERVANTES LOZANO NOTARIO PÚBLICO SUPLENTE NÚMERO 133 Y DEL PATRIMONIO INMOBILIARIO FEDERAL CELM790722RAA (2 y 12) [739,771,942,856]
notice-title: AVISO NOTARIAL [555,1048,645,1060]
notice-title: EDICTO [340,76,380,87]
notice-signature: JUAN RAÚL MORALES AGUIRRE C. SECRETARIO ADSCRITO AL JUZGADO CUARTO DE LO FAMILIAR (2) [1222,255,1428,304]
notice-body: En los términos del artículo 882 (ochocientos ochenta y dos), del Código de Procedimientos Civiles del Estado de Nuevo León, HAGO CONSTAR: La apertura en esta Notaría Pública a mi digno cargo, del Procedimiento Sucesorio de Intestado Extrajudicial a bienes del señor PEDRO CABAZOS MARTÍNEZ quien tambien se hacia llamar PEDRO CAVAZOS MARTÍNEZ y de la señora JOSEFINA RAMÍREZ CURIEL quien también se hacía llamar JOSEFINA RAMÍREZ DE CAVAZOS y las declaraciones que ante mí hizo la señora ROSA ADRIANA CAVAZOS RAMÍREZ, en su carácter de Única y Universal Heredero Legítimo, en el sentido de que reconoce sus derechos hereditarios y acepta la herencia que corresponde de acuerdo a las disposiciones legales aplicables. Asimismo, la señora ROSA ADRIANA CAVAZOS RAMÍREZ, manifiesta que acepta el cargo de Albacea, protesta su fiel y legal desempeño y procederá a formular el inventario de los bienes que forman el acervo de la masa hereditaria. Monterrey, Nuevo León, a 26 de Noviembre del 2025. [970,400,1191,689]
notice-title: AVISO NOTARIAL [555,1900,645,1912]
notice-title: EDICTO [1305,1998,1345,2010]
legal-notice [490,1552,710,1893]
column-4 [730,72,959,2574]
legal-notice [1211,1999,1440,2291]
legal-notice [730,864,950,1144]
notice-title: AVISO NOTARIAL [1036,1420,1125,1432]
notice-signature: LICENCIADO GERARDO GUERRERO TORRES SECRETARIO DEL JUZGADO TERCERO FAMILIAR DEL PRIMER DISTRITO JUDICIAL EN EL ESTADO. (1, 2 y 3) [732,460,948,532]
column-5 [970,72,1199,2574]
legal-notice [490,640,710,1040]
legal-notice [490,1048,710,1544]
legal-notice [490,1901,710,2313]
notice-signature: LICENCIADA VIVIANA HERNÁNDEZ JUÁREZ. C. SECRETARIO DEL JUZGADO PRIMERO DE LO FAMILIAR DEL PRIMER DISTRITO JUDICIAL DEL ESTADO. (1, 2 y 3) [256,2048,464,2120]
notice-body: En la Ciudad de Monterrey, Nuevo León, a los 25 días del mes de Noviembre del año 2025, compareció JOSÉ MARTÍN ALONSO LÓPEZ Y JOSÉ LUCIO ALONSO LÓPEZ, ante la fe del suscrito Notario Público número 72, LIC. JAVIER GARCÍA URRUTIA, con ejercicio en este Municipio, a efecto de iniciar el PROCEDIMIENTO SUCESORIO EXTRAJUDICIAL DE INTESTADO, a bienes de GUMERSINDO ALONSO ARAMBULA quien también se ostentó en algunos actos de su vida como GUMERCINDO ALONSO ARAMBULA, quien falleció el día 11 de Noviembre de 2007. El suscrito Notario Público, con apoyo en el Artículo 882 del Código Procesal Civil en el Estado de Nuevo León, dará a conocer estas declaraciones por medio de dos publicaciones que se harán de diez en diez días, en el periódico de los de mayor circulación en el Estado, para seguir posteriormente el trámite establecido en el Capítulo VIII del mismo Ordenamiento Jurídico. DOY FE. [970,1433,1191,1697]
column-3 [490,72,719,2574]
notice-signature: LIC. RODOLFO GILBERTO VILLARREAL LEAL NOTARIO PÚBLICO NÚMERO 48 VILR761025DG19 (2 y 12) [501,980,699,1040]
notice-body: AL CIUDADANO JUVE FERNANDO MONJARAS PÉREZ. DOMICILIO IGNORADO. En el Juzgado Octavo de Juicio Familiar Oral del Primer Distrito Judicial en el Estado, por auto de fecha 7 siete de agosto del año 2025, se admitió a trámite el juicio oral sobre divorcio incausado promovido por Karla Anahí Ibarra Gaytán en contra de Juve Fernando Monjaras Pérez, radicándose bajo el número de expediente 452/2025, de conformidad con lo dispuesto en los artículos 98, 99, 111 fracción XII, 612, 614, 989 fracción V, 990, 1040, 1041 y 1042 del Código de Procedimientos Civiles, en acatamiento a lo ordenado mediante auto de fecha 28 de octubre de 2025, se ordenó emplazar a Juve Fernando Monjaras Pérez por medio de edictos que se publicarán por tres veces consecutivas tanto en el Periódico Oficial, Boletín Judicial y en el Periódico "El Porvenir", a fin de que en el término de 09 nueve días acuda al local de este Juzgado Octavo de Juicio Familiar Oral, a producir su contestación, quedando a su disposición en la Secretaría las copias simples de traslado. En la inteligencia de que la notificación hecha de esta forma surtirá sus efectos a los 10 diez días contados a partir del siguiente al de la última publicación de edictos. Asimismo, prevéngase a la parte demandada para que señale domicilio para el efecto de oír y recibir notificaciones en cualquiera de los municipios a saber: Apodaca, General Escobedo, Guadalupe, Monterrey, San Nicolás de los Garza, San Pedro Garza García y Santa Catarina, Nuevo León, apercibida de que de no hacerlo así, las notificaciones personales se le harán por medio de la tabla de avisos de este juzgado. Doy fe. Nuevo León a 18 de noviembre de 2025. [489,89,710,545]
notice-body: En la ciudad de Cadereyta Jiménez, Nuevo León, dentro de los autos que integran el expediente judicial número 1314/2024, relativo a las Diligencias de Jurisdicción Voluntaria sobre Información ad Perpetuam, promovido por Sergio Rodríguez Piña y Olivia Villarreal Ramos, se dictó un proveído en fecha doce de noviembre del año dos mil veinticinco, en el cual se admitió a trámite el presente procedimiento, por lo que se ordenó la publicación de un edicto por una sola vez en el Periódico Oficial del Estado y en el Periódico El Porvenir que se edita en la Ciudad de Monterrey, Nuevo León, a fin de informar que Sergio Rodríguez Piña y Olivia Villarreal Ramos, comparecieron ante el Juzgado Primero Mixto de lo Civil del Quinto Distrito Judicial en el Estado a promover las presentes diligencias para acreditar la posesión y pleno dominio del bien inmueble consistente en: "Lote de terreno ubicado en el Rancho "Las Colorras", en Hacienda la Ciudadela, jurisdicción del municipio de Benito Juárez, Nuevo León, el cual cuenta con las siguientes medidas y colindancias: AL NORTE mide 23.60 veintitrés metros 60 centímetros y colinda con Camino Antiguo a Santa Ana; AL SUR mide 26.50 mts. y colinda con propiedad de Pablo Ambriz López; AL ORIENTE mide (en tres tramos), el primero de ellos 4.40 mts., el segundo 3.60 mts. y colinda con el C. Pablo Ambriz López, y el tercero 1.85 mts. y colinda con Carretera Juárez a San Mateo; y al PONIENTE mide 14.95 Mts. y colinda con el Sr. Pablo Ambriz López, abarcando una superficie total de 374.437 m2, y la cual se encuentra registrado ante Catastro con el expediente catastral de Pablo Ambriz López", para que a quién se sienta con derecho de oposición se presente a reclamarlo. Cadereyta Jiménez, Nuevo León, a 25 de noviembre de año 2025. [1210,835,1440,1303]
column-2 [249,72,478,2574]
notice-body: Con fecha 23 veintitrés de octubre del año 2025 dos mil veinticinco, se admitió en el Juzgado Quinto de lo Familiar del Primer Distrito Judicial en el Estado, dentro del expediente número 1235/2025, relativo al juicio sucesorio de intestado ordinario a bienes de Delfino Villanueva Flores; ordenándose la publicación de un edicto por una sola vez tanto en el Periódico Oficial del Estado como en el Periódico El Porvenir que se edita en la ciudad de Monterrey, Nuevo León, convocando a las personas que se consideren con derecho a la herencia, a fin de que acudan a este juzgado a deducirlo dentro del término de 30 treinta días contados desde la fecha de publicación del mismo, que para tal efecto señala la ley, según lo establece el artículo 819 del Código de Procedimientos Civiles vigente en el Estado. Monterrey, Nuevo León, a 21 de noviembre de 2025. [249,2141,471,2381]
notice-signature: LICENCIADO JAVIER GARCÍA URRUTIA NOTARIO PÚBLICO TITULAR NÚMERO 72 (2 y 12) [978,344,1183,380]
notice-title: AVISO NOTARIAL [1036,735,1125,748]
notice-title: EDICTO [1305,1674,1345,1686]
notice-signature: LIC. JAVIER GARCÍA URRUTIA NOTARIO PÚBLICO NÚMERO 72 GAUJ-700131-Q22 (2 y 12) [1001,1700,1160,1749]
notice-body: En fecha 21 veintiuno de noviembre de 2025 dos mil veinticinco, se admitió a trámite en el Juzgado Primero de lo Familiar del Primer Distrito Judicial del Estado, bajo el número de expediente judicial número 1228/2025 relativo al juicio sucesorio de intestado especial acumulado a bienes de Félix Castro Martínez y/o Félix Castro y Dolores Rodríguez y/o María Dolores Rodríguez y/o Ma. Dolores Rodríguez de Castro, ordenándose publicar por una sola vez, un edicto en el Periódico El Porvenir, que se edita en la Entidad, convocándose a las personas que se crean con derecho a la presente sucesión, a fin de que acudan a deducirlo ante esta autoridad en el término de 10-diez días contados desde el siguiente al de la publicación del edicto. Doy Fe. Monterrey, Nuevo León, a 26 de noviembre de 2025. [730,1849,951,2065]
notice-signature: FRANCISCO DE JESÚS CASTILLO LEOS C. SECRETARIO ADSCRITO AL JUZGADO SEGUNDO DE LO FAMILIAR DEL SEGUNDO DISTRITO JUDICIAL (2) [1217,2231,1433,2291]
notice-body: En fecha 25 veintinco del mes de septiembre del 2025 dos mil veinticinco, se admitió a trámite en este Juzgado Mixto del Décimo Distrito Judicial en el Estado, el expediente judicial número 1071/2025, relativo al Juicio Sucesorio de Intestado Especial Acumulado a bienes de Francisco Alemán Gómez y Olga Muñoz Peralta; quienes fallecieron el día 24 veinticuatro de abril del 2022 dos mil veintidós y 19 diecinueve de diciembre del 2024 dos mil veinticuatro, respectivamente, formándose el Expediente número 775/2025, ordenándose publicar un Edicto por una sola vez tanto en el Periódico Oficial del Estado y Diario El Porvenir que se edita en dicha Ciudad, convocando a todos los que se crean con derecho a la herencia a fin de que acudan a deducirlo dentro del término de 10 diez días contados a partir del siguiente al de la fecha de la publicación. Doy fe. Linares, N.L. 30 de Septiembre del 2025. [1210,1687,1440,1928]
notice-signature: LIC. GABRIEL GALINDO GARCÍA NOTARIO PÚBLICO No. 70 GAGG6905187E7 (2 y 12) [519,1844,682,1893]
notice-body: El día 24 veinticuatro de Noviembre del año 2025 dos mil veinticinco, compareció ante esta Notaría Pública a mi cargo el señor JUAN MIGUEL ORDÓÑEZ CERVANTES, en su carácter de Único y Universal Heredero y Albacea, y manifestó su deseo de que se tramite en la misma, el JUICIO SUCESORIO TESTAMENTARIO A BIENES DE LA SEÑORA MARTHA OFELIA CERVANTES MARTÍNEZ, de conformidad con lo que establece el artículo 882 del Código de Procedimientos Civiles vigente en el Estado de Nuevo León; al efecto me exhibe el Primer Testimonio de la Escritura Pública número 22,506 ochenta y dos mil quinientos seis, de fecha 26 de Octubre de 2023 dos mil veintitrés, otorgada ante la fe del Licenciado Everardo Alanís Aguirre, titular de la Notaría Pública número 55, con ejercicio en el Primer Distrito Registral en el Estado de Nuevo León, que contiene el Testamento Público Abierto de la de cujus. Asimismo se exhibe la partida de defunción de la autora de la sucesión, manifestando el compareciente, que acepta la herencia y el cargo de ALBACEA de la misma, y procederá a formar el inventario de los bienes hereditarios; lo que hace constar en el Acta fuera de protocolo número 139/49,291/25. de la fecha al principio citada. DOY FE. Guadalupe, N.L. a 25 de noviembre de 2025. [489,1913,710,2261]
notice-signature: EL C. SECRETARIO DEL JUZGADO SEXTO DE JURISDICCIÓN CONCURRENTE DEL PRIMER DISTRITO JUDICIAL DEL ESTADO. LIC. ALEJANDRO RUELAS BURGOA (1, 2 y 3) [13,692,226,752]
